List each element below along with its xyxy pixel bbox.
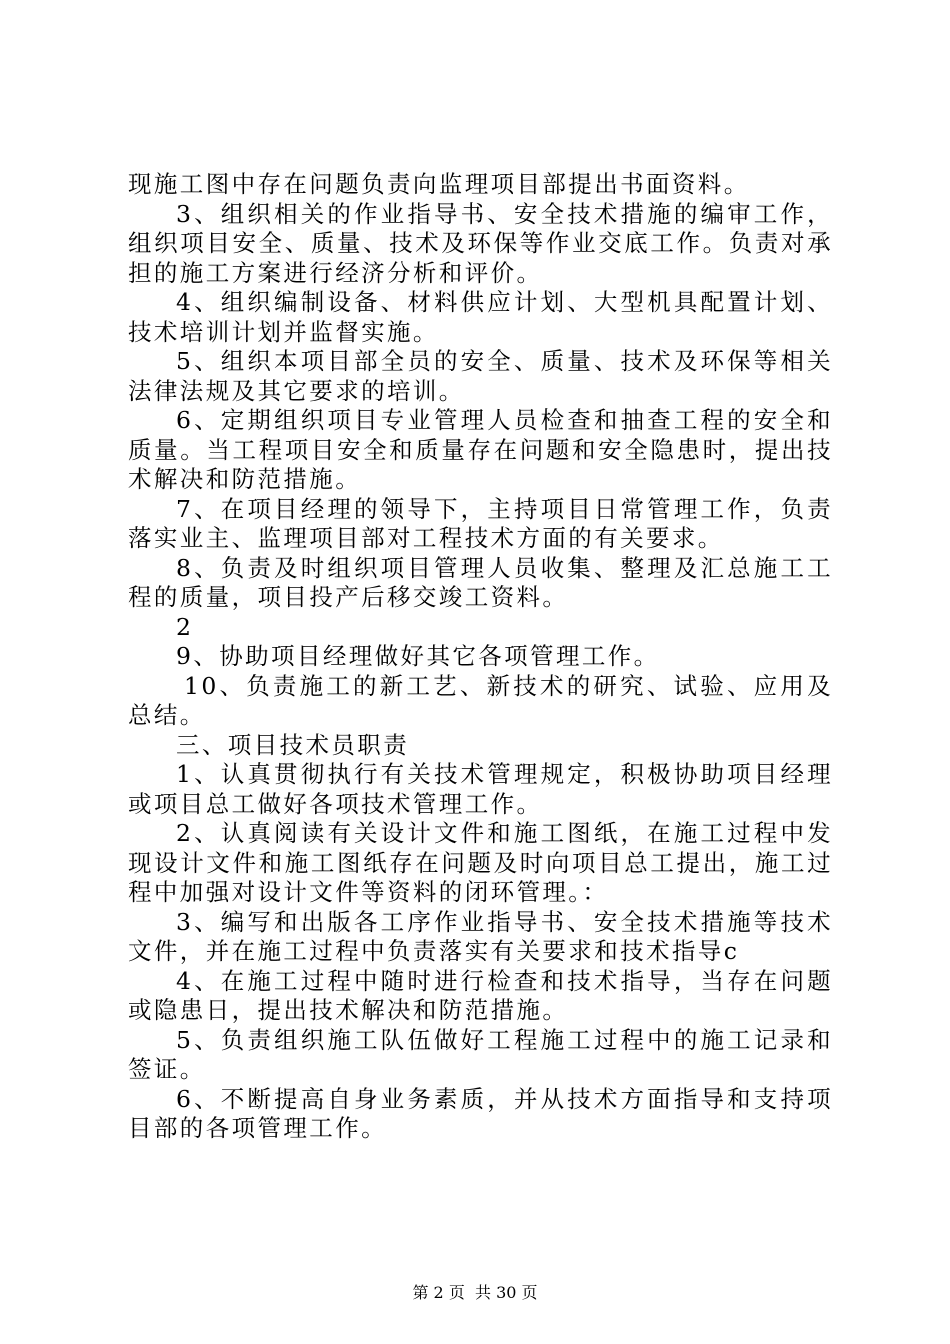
paragraph-item-4: 4、组织编制设备、材料供应计划、大型机具配置计划、技术培训计划并监督实施。 bbox=[128, 288, 833, 346]
paragraph-tech-5: 5、负责组织施工队伍做好工程施工过程中的施工记录和签证。 bbox=[128, 1025, 833, 1083]
stray-page-number: 2 bbox=[176, 612, 194, 641]
document-body bbox=[128, 170, 833, 1144]
paragraph-item-3: 3、组织相关的作业指导书、安全技术措施的编审工作，组织项目安全、质量、技术及环保等作业交底工作。负责对承担的施工方案进行经济分析和评价。 bbox=[128, 199, 833, 287]
paragraph-tech-3: 3、编写和出版各工序作业指导书、安全技术措施等技术文件，并在施工过程中负责落实有关要求和技术指导c bbox=[128, 907, 833, 965]
paragraph-tech-1: 1、认真贯彻执行有关技术管理规定，积极协助项目经理或项目总工做好各项技术管理工作。 bbox=[128, 760, 833, 818]
paragraph-tech-6: 6、不断提高自身业务素质，并从技术方面指导和支持项目部的各项管理工作。 bbox=[128, 1084, 833, 1142]
paragraph-item-9: 9、协助项目经理做好其它各项管理工作。 bbox=[176, 642, 660, 670]
paragraph-item-10: 10、负责施工的新工艺、新技术的研究、试验、应用及总结。 bbox=[128, 671, 833, 729]
paragraph-item-7: 7、在项目经理的领导下，主持项目日常管理工作，负责落实业主、监理项目部对工程技术方面的有关要求。 bbox=[128, 494, 833, 552]
page-footer: 第 2 页 共 30 页 bbox=[412, 1283, 538, 1302]
section-heading: 三、项目技术员职责 bbox=[176, 730, 410, 759]
paragraph-tech-4: 4、在施工过程中随时进行检查和技术指导，当存在问题或隐患日，提出技术解决和防范措施。 bbox=[128, 966, 833, 1024]
paragraph-item-6: 6、定期组织项目专业管理人员检查和抽查工程的安全和质量。当工程项目安全和质量存在问题和安全隐患时，提出技术解决和防范措施。 bbox=[128, 406, 833, 493]
paragraph-item-5: 5、组织本项目部全员的安全、质量、技术及环保等相关法律法规及其它要求的培训。 bbox=[128, 347, 833, 405]
paragraph-item-8: 8、负责及时组织项目管理人员收集、整理及汇总施工工程的质量，项目投产后移交竣工资料。 bbox=[128, 553, 833, 611]
paragraph-tech-2: 2、认真阅读有关设计文件和施工图纸，在施工过程中发现设计文件和施工图纸存在问题及时向项目总工提出，施工过程中加强对设计文件等资料的闭环管理。： bbox=[128, 819, 833, 906]
paragraph-continuation: 现施工图中存在问题负责向监理项目部提出书面资料。 bbox=[128, 170, 750, 198]
